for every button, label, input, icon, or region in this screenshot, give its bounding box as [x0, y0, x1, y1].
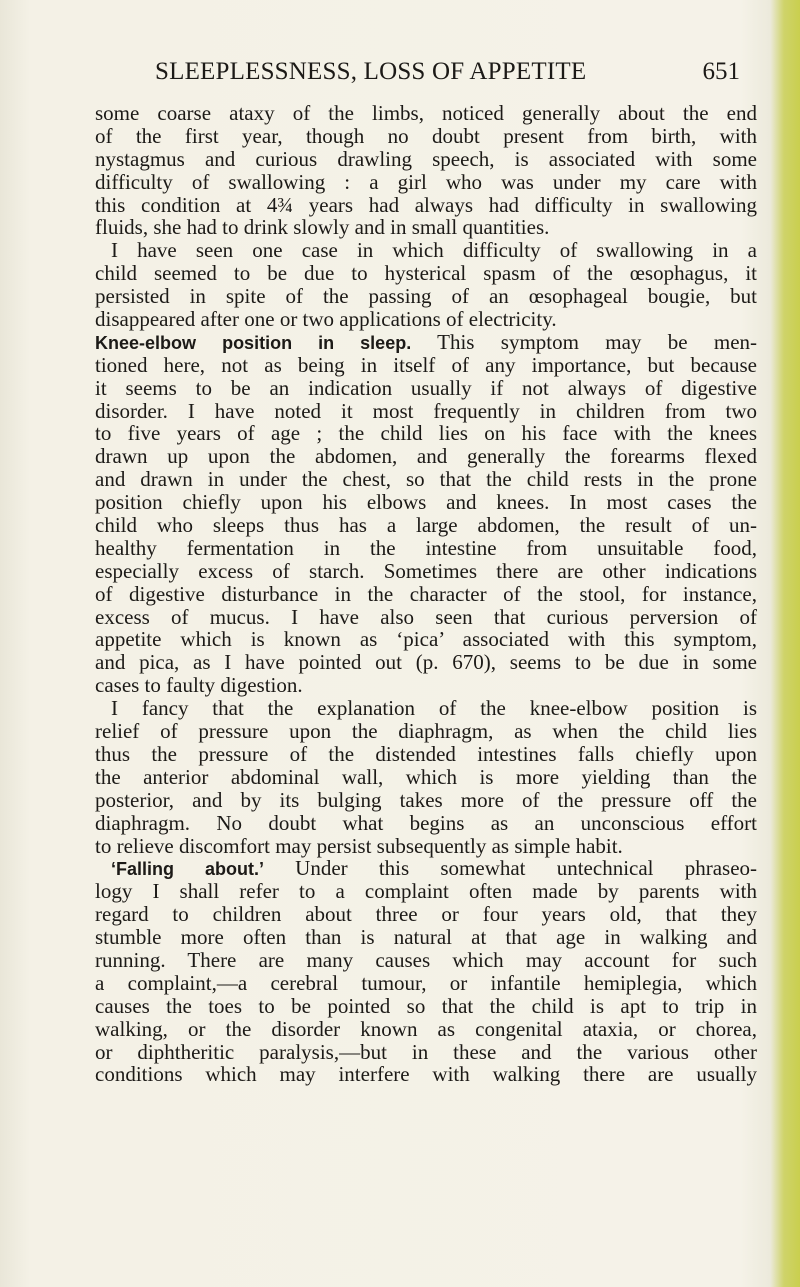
text-line: and drawn in under the chest, so that the child rests in the prone: [95, 467, 757, 492]
text-line: a complaint,—a cerebral tumour, or infantile hemiplegia, which: [95, 970, 757, 995]
text-line: walking, or the disorder known as congenital ataxia, or chorea,: [95, 1016, 757, 1041]
text-line: persisted in spite of the passing of an œsophageal bougie, but: [95, 284, 757, 309]
text-line: nystagmus and curious drawling speech, is associated with some: [95, 146, 757, 171]
text-line: posterior, and by its bulging takes more of the pressure off the: [95, 787, 757, 812]
text-line: regard to children about three or four years old, that they: [95, 902, 757, 927]
text-line: to relieve discomfort may persist subsequently as simple habit.: [95, 833, 623, 858]
text-line: relief of pressure upon the diaphragm, as when the child lies: [95, 719, 757, 744]
text-line: excess of mucus. I have also seen that curious perversion of: [95, 604, 757, 629]
text-line: disorder. I have noted it most frequently in children from two: [95, 398, 757, 423]
text-line: of digestive disturbance in the character of the stool, for instance,: [95, 581, 757, 606]
text-line: of the first year, though no doubt present from birth, with: [95, 123, 757, 148]
text-run: Under this somewhat untechnical phraseo-: [295, 856, 758, 881]
text-line: causes the toes to be pointed so that the child is apt to trip in: [95, 993, 757, 1018]
text-line: stumble more often than is natural at that age in walking and: [95, 925, 757, 950]
text-line: this condition at 4¾ years had always had difficulty in swallowing: [95, 192, 757, 217]
page-number: 651: [702, 58, 740, 85]
text-line: or diphtheritic paralysis,—but in these and the various other: [95, 1039, 757, 1064]
text-line-with-heading: [95, 857, 757, 880]
text-line-with-heading: [95, 331, 757, 354]
text-line: I have seen one case in which difficulty of swallowing in a: [111, 238, 757, 263]
text-line: some coarse ataxy of the limbs, noticed generally about the end: [95, 101, 757, 125]
text-run: This symptom may be men-: [437, 329, 758, 354]
text-line: I fancy that the explanation of the knee-elbow position is: [111, 696, 757, 721]
text-line: disappeared after one or two applications of electricity.: [95, 307, 557, 332]
text-line: to five years of age ; the child lies on his face with the knees: [95, 421, 757, 446]
text-line: the anterior abdominal wall, which is more yielding than the: [95, 764, 757, 789]
text-line: appetite which is known as ‘pica’ associated with this symptom,: [95, 627, 757, 652]
text-line: fluids, she had to drink slowly and in small quantities.: [95, 215, 550, 240]
text-line: tioned here, not as being in itself of any importance, but because: [95, 352, 757, 377]
text-line: thus the pressure of the distended intestines falls chiefly upon: [95, 741, 757, 766]
text-line: running. There are many causes which may account for such: [95, 947, 757, 972]
text-line: conditions which may interfere with walking there are usually: [95, 1062, 757, 1087]
text-line: child seemed to be due to hysterical spasm of the œsophagus, it: [95, 261, 757, 286]
text-line: logy I shall refer to a complaint often made by parents with: [95, 879, 757, 904]
text-line: and pica, as I have pointed out (p. 670), seems to be due in some: [95, 650, 757, 675]
text-line: child who sleeps thus has a large abdomen, the result of un-: [95, 513, 757, 538]
text-line: position chiefly upon his elbows and knees. In most cases the: [95, 490, 757, 515]
text-line: drawn up upon the abdomen, and generally the forearms flexed: [95, 444, 757, 469]
running-head: SLEEPLESSNESS, LOSS OF APPETITE: [155, 58, 587, 85]
page-header: [60, 58, 760, 90]
text-line: difficulty of swallowing : a girl who was under my care with: [95, 169, 757, 194]
section-heading-knee-elbow: Knee-elbow position in sleep.: [95, 332, 412, 353]
body-text: [95, 102, 757, 1086]
text-line: cases to faulty digestion.: [95, 673, 303, 698]
section-heading-falling-about: ‘Falling about.’: [111, 859, 264, 880]
text-line: it seems to be an indication usually if not always of digestive: [95, 375, 757, 400]
text-line: especially excess of starch. Sometimes there are other indications: [95, 558, 757, 583]
text-line: healthy fermentation in the intestine from unsuitable food,: [95, 535, 757, 560]
text-line: diaphragm. No doubt what begins as an unconscious effort: [95, 810, 757, 835]
